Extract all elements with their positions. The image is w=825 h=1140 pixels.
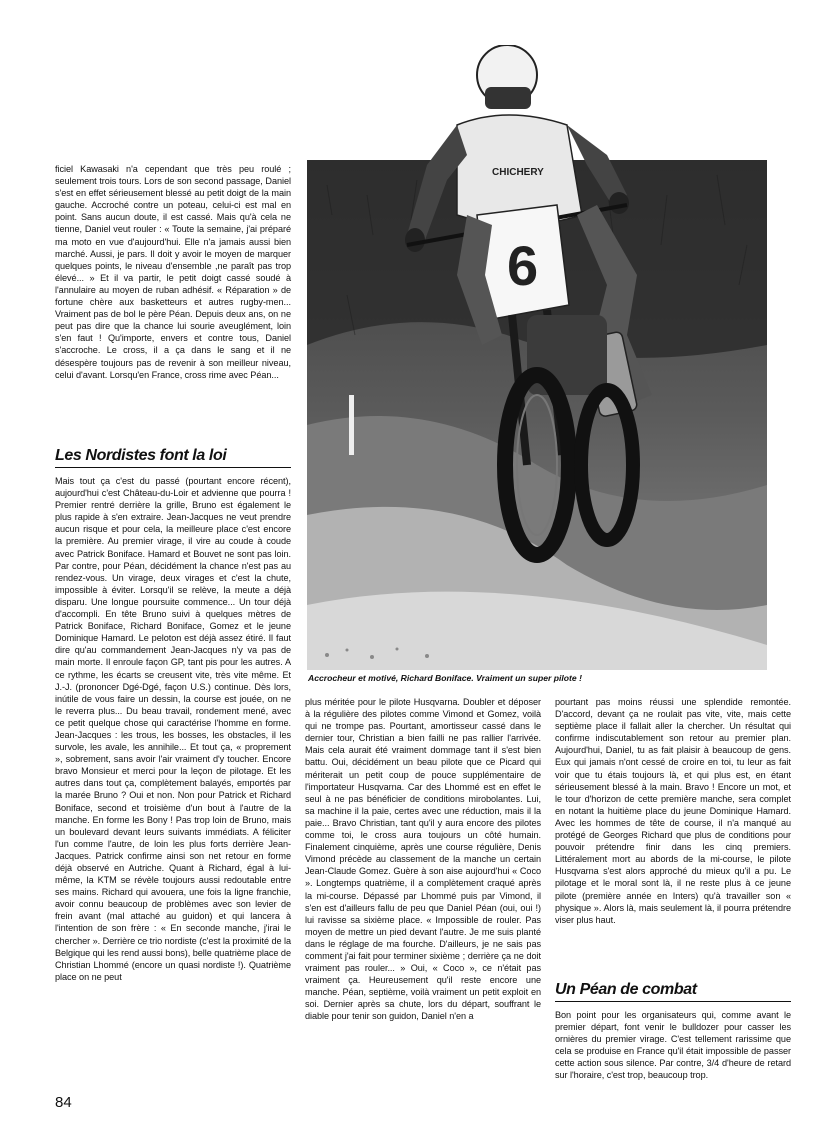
chest-sponsor-text: CHICHERY — [492, 167, 544, 178]
column-2 — [305, 696, 541, 1023]
page-number: 84 — [55, 1094, 72, 1111]
paragraph-column-3: pourtant pas moins réussi une splendide remontée. D'accord, devant ça ne roulait pas vite, vite, mais cette septième place il fallait aller la chercher. Un résultat qui confirme indiscutablement son retour au premier plan. Aujourd'hui, Daniel, tu as fait plaisir à beaucoup de gens. Eux qui jamais n'ont cessé de croire en toi, tu leur as fait voir que tu étais toujours là, et qui plus est, en étant sérieusement blessé à la main. Bravo ! Encore un mot, et le tour d'horizon de cette première manche, sera complet en notant la huitième place du jeune Dominique Hamard. Avec les hommes de tête de course, il n'a manqué au protégé de Georges Richard que plus de conditions pour pouvoir prétendre finir dans les cinq premiers. Littéralement mort au abords de la mi-course, le pilote Husqvarna s'est alors approché du mieux qu'il a pu. Le pilotage et le moral sont là, il ne reste plus à ce jeune pilote (première année en Inters) qu'à travailler son « physique ». Alors là, mais seulement là, il pourra prétendre viser plus haut. — [555, 697, 791, 925]
motocross-photo — [307, 45, 767, 670]
column-3-end — [555, 1009, 791, 1082]
bib-number: 6 — [507, 234, 539, 297]
column-1-body — [55, 475, 291, 983]
column-1-intro — [55, 163, 291, 381]
column-3 — [555, 696, 791, 926]
photo-caption: Accrocheur et motivé, Richard Boniface. Vraiment un super pilote ! — [308, 673, 582, 683]
paragraph-pean-combat: Bon point pour les organisateurs qui, comme avant le premier départ, font venir le bulldozer pour casser les ornières du premier virage. C'est tellement rarissime que cela se produise en France qu'il était impossible de passer cette action sous silence. Par contre, 3/4 d'heure de retard sur l'horaire, c'est trop, beaucoup trop. — [555, 1010, 791, 1081]
paragraph-column-2: plus méritée pour le pilote Husqvarna. Doubler et déposer à la régulière des pilotes comme Vimond et Gomez, voilà qui ne trompe pas. Pourtant, amortisseur cassé dans le dernier tour, Christian a bien failli ne pas rallier l'arrivée. Mais cela aurait été vraiment dommage tant il s'est bien battu. Oui, décidément un beau pilote que ce Picard qui mériterait un petit coup de pouce supplémentaire de l'importateur Husqvarna. Car des Lhommé est en effet le seul à ne pas bénéficier de conditions mirobolantes. Lui, sa machine il la paie, certes avec une réduction, mais il la paie... Bravo Christian, tant qu'il y aura encore des pilotes comme toi, le cross aura toujours un côté humain. Finalement cinquième, après une course régulière, Denis Vimond précède au classement de la manche un certain Jean-Claude Gomez. Guère à son aise aujourd'hui « Coco ». Longtemps quatrième, il a complètement craqué après la mi-course. Dépassé par Lhommé puis par Vimond, il s'en est d'ailleurs fallu de peu que Daniel Péan (oui, oui !) lui ravisse sa sixième place. « Impossible de rouler. Pas moyen de mettre un pied devant l'autre. Je me suis planté dans le réglage de ma fourche. D'ailleurs, je ne sais pas comment j'ai fait pour terminer sixième ; derrière ça ne doit vraiment pas rouler... » Oui, « Coco », ce n'était pas vraiment ça. Heureusement qu'il reste encore une manche. Péan, septième, voilà vraiment un petit exploit en soi. Dernier après sa chute, lors du départ, souffrant le diable pour tenir son guidon, Daniel n'en a — [305, 697, 541, 1022]
section-heading-nordistes: Les Nordistes font la loi — [55, 446, 291, 468]
paragraph-intro: ficiel Kawasaki n'a cependant que très peu roulé ; seulement trois tours. Lors de son second passage, Daniel s'est en effet sérieusement blessé au petit doigt de la main gauche. Accroché contre un poteau, celui-ci est mal en point. Sans aucun doute, il est cassé. Mais qu'à cela ne tienne, Daniel veut rouler : « Toute la semaine, j'ai préparé ma moto en vue d'aujourd'hui. Elle n'a jamais aussi bien marché. Aussi, je pars. Il doit y avoir le moyen de marquer quelques points, le niveau d'ensemble ,ne paraît pas trop élevé... » Et il va partir, le petit doigt cassé soudé à l'annulaire au moyen de ruban adhésif. « Réparation » de fortune chère aux basketteurs et autres rugby-men... Vraiment pas de bol le père Péan. Depuis deux ans, on ne peut pas dire que la chance lui sourie aveuglément, loin s'en faut ! Qu'importe, envers et contre tous, Daniel s'accroche. Le cross, il a ça dans le sang et il ne désespère toujours pas de revenir à son meilleur niveau, celui d'avant. Lorsqu'en France, cross rime avec Péan... — [55, 164, 291, 380]
rider-photo-illustration — [307, 45, 767, 670]
section-heading-pean: Un Péan de combat — [555, 980, 791, 1002]
paragraph-nordistes: Mais tout ça c'est du passé (pourtant encore récent), aujourd'hui c'est Château-du-Loir et advienne que pourra ! Premier rentré derrière la grille, Bruno est également le plus rapide à s'en extraire. Jean-Jacques ne veut prendre aucun risque et pour cela, la meilleure place c'est encore la première. Au premier virage, il vire au coude à coude avec Patrick Boniface. Hamard et Bouvet ne sont pas loin. Par contre, pour Péan, décidément la chance n'est pas au rendez-vous. Un virage, deux virages et c'est la chute, impossible à éviter. Lorsqu'il se relève, la meute a déjà disparu. Une longue poursuite commence... Un tour déjà d'accompli. En tête Bruno suivi à quelques mètres de Patrick Boniface, Richard Boniface, Gomez et le jeune Dominique Hamard. Le peloton est déjà assez étiré. Il faut dire qu'au commandement Jean-Jacques n'y va pas de main morte. Il enroule façon GP, tant pis pour les autres. A ce rythme, les écarts se creusent vite, très vite même. Et J.-J. (prononcer Dgé-Dgé, façon U.S.) continue. Dès lors, inútile de vous faire un dessin, la course est jouée, on ne le reverra plus... Du beau travail, rondement mené, avec ce petit quelque chose qui caractérise l'homme en forme. Jean-Jacques : les trous, les bosses, les obstacles, il les survole, les avale, les annihile... Et tout ça, « proprement », sobrement, sans avoir l'air vraiment d'y toucher. Encore bravo Monsieur et merci pour la leçon de pilotage. Et les autres dans tout ça, complètement balayés, emportés par la marée Bruno ? Oui et non. Non pour Patrick et Richard Boniface, second et troisième d'un bout à l'autre de la manche. En forme les Bony ! Pas trop loin de Bruno, mais un boulevard devant leurs suivants immédiats. A féliciter l'un comme l'autre, de loin les plus forts derrière Jean-Jacques. Patrick confirme ainsi son net retour en forme déjà observé en Autriche. Quant à Richard, égal à lui-même, la KTM se révèle toujours aussi redoutable entre ses mains. Richard qui avouera, une fois la ligne franchie, avoir connu beaucoup de problèmes avec son levier de frein avant (mal attaché au guidon) et qui lancera à l'intention de son frère : « En seconde manche, j'irai le chercher ». Derrière ce trio nordiste (c'est la proximité de la Belgique qui les rend aussi bons), belle quatrième place de Christian Lhommé (encore un quasi nordiste !). Quatrième place on ne peut — [55, 476, 291, 982]
